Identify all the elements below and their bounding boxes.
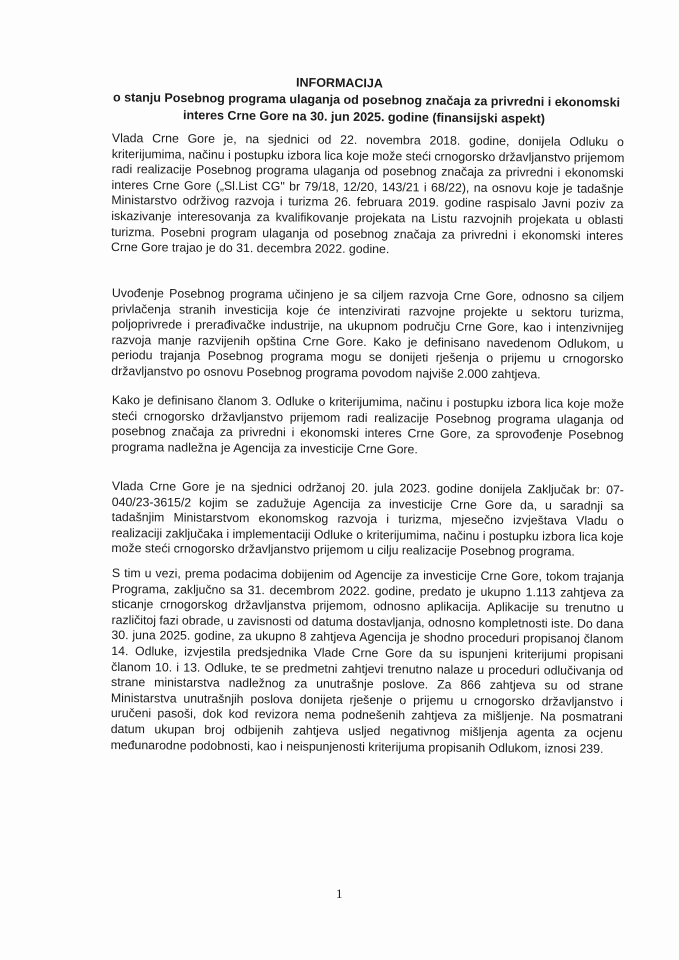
paragraph-line: poljoprivrede i prerađivačke industrije, na ukupnom području Crne Gore, kao i intenzivnijeg [111, 317, 624, 336]
paragraph-line: Programa, zaključno sa 31. decembrom 2022. godine, predato je ukupno 1.113 zahtjeva za [111, 581, 624, 600]
paragraph-line: Ministarstva unutrašnjih poslova donijeta rješenje o prijemu u crnogorsko državljanstvo i [110, 690, 624, 709]
paragraph-line: Crne Gore trajao je do 31. decembra 2022. godine. [111, 240, 390, 257]
paragraph [111, 131, 624, 260]
paragraph-line: programa nadležna je Agencija za investicije Crne Gore. [111, 439, 418, 457]
paragraph [111, 479, 624, 561]
paragraph-line: strane ministarstva nadležnog za unutrašnje poslove. Za 866 zahtjeva su od strane [111, 675, 624, 694]
paragraph-line: sticanje crnogorskog državljanstva prijemom, odnosno aplikacija. Aplikacije su trenutno u [111, 597, 624, 616]
paragraph-line: uručeni pasoši, dok kod revizora nema podnešenih zahtjeva za mišljenje. Na posmatrani [110, 706, 623, 725]
paragraph-line: iskazivanje interesovanja za kvalifikovanje projekata na Listu razvojnih projekata u oblasti [111, 208, 624, 227]
paragraph-line: različitoj fazi obrade, u zavisnosti od datuma dostavljanja, odnosno kompletnosti iste. Do dana [111, 612, 624, 631]
paragraph [111, 286, 624, 384]
paragraph-line: 040/23-3615/2 kojim se zadužuje Agencija za investicije Crne Gore da, u saradnji sa [111, 494, 624, 513]
paragraph-line: posebnog značaja za privredni i ekonomski interes Crne Gore, za sprovođenje Posebnog [111, 424, 624, 443]
paragraph-line: periodu trajanja Posebnog programa mogu se donijeti rješenja o prijemu u crnogorsko [111, 348, 624, 367]
page-number: 1 [336, 886, 343, 901]
paragraph-line: turizma. Posebni program ulaganja od posebnog značaja za privredni i ekonomski interes [111, 224, 624, 243]
paragraph-line: 30. juna 2025. godine, za ukupno 8 zahtjeva Agencija je shodno proceduri propisanoj članom [111, 628, 624, 647]
paragraph-line: 14. Odluke, izvjestila predsjednika Vlade Crne Gore da su ispunjeni kriterijumi propisani [111, 643, 624, 662]
paragraph-line: Ministarstvo održivog razvoja i turizma 26. februara 2019. godine raspisalo Javni poziv za [111, 193, 624, 212]
paragraph-line: privlačenja stranih investicija koje će intenzivirati razvojne projekte u sektoru turizma, [111, 301, 624, 320]
paragraph [112, 393, 624, 459]
document-subtitle-line: interes Crne Gore na 30. jun 2025. godine (finansijski aspekt) [182, 108, 545, 126]
paragraph [111, 566, 624, 757]
paragraph-line: radi realizacije Posebnog programa ulaganja od posebnog značaja za privredni i ekonomski [111, 162, 624, 181]
paragraph-line: steći crnogorsko državljanstvo prijemom radi realizacije Posebnog programa ulaganja od [111, 408, 624, 427]
document-title: INFORMACIJA [296, 75, 383, 91]
document-subtitle-line: o stanju Posebnog programa ulaganja od posebnog značaja za privredni i ekonomski [112, 90, 621, 110]
paragraph-line: može steći crnogorsko državljanstvo prijemom u cilju realizacije Posebnog programa. [111, 541, 575, 560]
paragraph-line: članom 10. i 13. Odluke, te se predmetni zahtjevi trenutno nalaze u proceduri odlučivanja od [111, 659, 624, 678]
paragraph-line: realizaciji zaključaka i implementaciji Odluke o kriterijumima, načinu i postupku izbora lica koje [111, 525, 624, 544]
paragraph-line: razvoja manje razvijenih opština Crne Gore. Kako je definisano navedenom Odlukom, u [111, 332, 624, 351]
paragraph-line: kriterijumima, načinu i postupku izbora lica koje može steći crnogorsko državljanstvo prijemom [111, 146, 625, 165]
paragraph-line: tadašnjim Ministarstvom ekonomskog razvoja i turizma, mjesečno izvještava Vladu o [111, 510, 624, 529]
paragraph-line: državljanstvo po osnovu Posebnog programa povodom najviše 2.000 zahtjeva. [111, 363, 541, 382]
paragraph-line: Uvođenje Posebnog programa učinjeno je sa ciljem razvoja Crne Gore, odnosno sa ciljem [111, 286, 624, 305]
paragraph-line: Vlada Crne Gore je na sjednici održanoj 20. jula 2023. godine donijela Zaključak br: 07- [111, 479, 624, 498]
paragraph-line: Vlada Crne Gore je, na sjednici od 22. novembra 2018. godine, donijela Odluku o [111, 131, 624, 150]
paragraph-line: S tim u vezi, prema podacima dobijenim od Agencije za investicije Crne Gore, tokom trajanja [111, 566, 624, 585]
paragraph-line: Kako je definisano članom 3. Odluke o kriterijumima, načinu i postupku izbora lica koje može [111, 393, 624, 412]
paragraph-line: međunarodne podobnosti, kao i neispunjenosti kriterijuma propisanih Odlukom, iznosi 239. [110, 737, 604, 756]
paragraph-line: datum ukupan broj odbijenih zahtjeva usljed negativnog mišljenja agenta za ocjenu [110, 721, 623, 740]
paragraph-line: interes Crne Gore („Sl.List CG" br 79/18, 12/20, 143/21 i 68/22), na osnovu koje je tadašnje [111, 177, 624, 196]
